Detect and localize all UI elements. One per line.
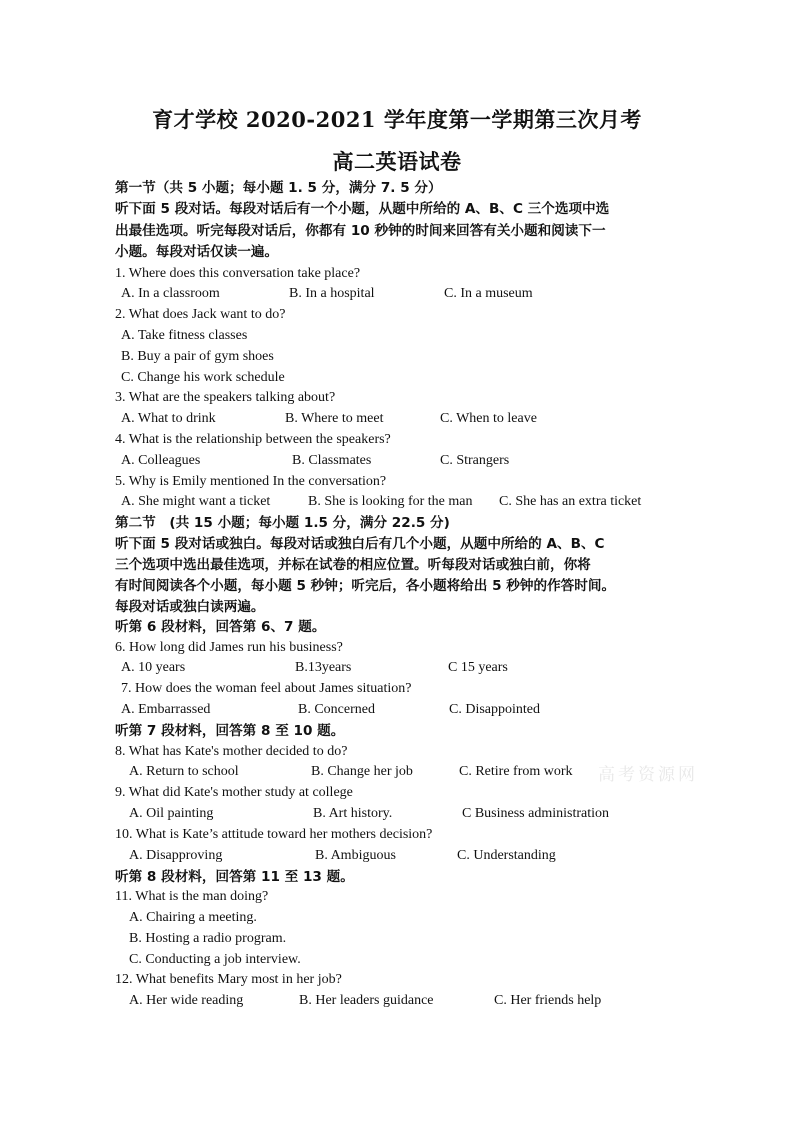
q9-option-c: C Business administration [462,806,609,821]
q7-option-b: B. Concerned [298,702,375,717]
q5-option-c: C. She has an extra ticket [499,494,642,509]
material-7-heading: 听第 7 段材料，回答第 8 至 10 题。 [115,723,345,739]
q1-option-a: A. In a classroom [121,286,220,301]
q2-option-a: A. Take fitness classes [121,328,248,343]
q9-option-b: B. Art history. [313,806,393,821]
section2-heading: 第二节 (共 15 小题；每小题 1.5 分，满分 22.5 分) [115,515,450,531]
q4-option-c: C. Strangers [440,453,510,468]
q10-option-b: B. Ambiguous [315,848,396,863]
q10-option-c: C. Understanding [457,848,556,863]
question-3: 3. What are the speakers talking about? [115,390,336,405]
q8-option-a: A. Return to school [129,764,239,779]
q7-option-a: A. Embarrassed [121,702,211,717]
question-12: 12. What benefits Mary most in her job? [115,972,342,987]
q3-option-c: C. When to leave [440,411,537,426]
q8-option-b: B. Change her job [311,764,413,779]
q11-option-c: C. Conducting a job interview. [129,952,301,967]
q10-option-a: A. Disapproving [129,848,223,863]
q12-option-a: A. Her wide reading [129,993,244,1008]
section1-instruction-line: 听下面 5 段对话。每段对话后有一个小题，从题中所给的 A、B、C 三个选项中选 [115,201,610,217]
question-6: 6. How long did James run his business? [115,640,343,655]
q5-option-b: B. She is looking for the man [308,494,473,509]
q2-option-b: B. Buy a pair of gym shoes [121,349,274,364]
q5-option-a: A. She might want a ticket [121,494,271,509]
question-10: 10. What is Kate’s attitude toward her mothers decision? [115,827,433,842]
q8-option-c: C. Retire from work [459,764,573,779]
section2-instruction-line: 有时间阅读各个小题，每小题 5 秒钟；听完后，各小题将给出 5 秒钟的作答时间。 [115,578,616,594]
q1-option-b: B. In a hospital [289,286,375,301]
section1-instruction-line: 出最佳选项。听完每段对话后，你都有 10 秒钟的时间来回答有关小题和阅读下一 [115,223,606,239]
question-5: 5. Why is Emily mentioned In the conversation? [115,474,387,489]
q6-option-b: B.13years [295,660,352,675]
section2-instruction-line: 听下面 5 段对话或独白。每段对话或独白后有几个小题，从题中所给的 A、B、C [115,536,605,552]
q3-option-b: B. Where to meet [285,411,384,426]
question-11: 11. What is the man doing? [115,889,269,904]
q4-option-a: A. Colleagues [121,453,201,468]
q9-option-a: A. Oil painting [129,806,214,821]
material-6-heading: 听第 6 段材料，回答第 6、7 题。 [115,619,326,635]
question-1: 1. Where does this conversation take place? [115,266,361,281]
q11-option-b: B. Hosting a radio program. [129,931,287,946]
q2-option-c: C. Change his work schedule [121,370,285,385]
section1-heading: 第一节（共 5 小题；每小题 1. 5 分，满分 7. 5 分） [115,180,442,196]
q6-option-c: C 15 years [448,660,508,675]
question-4: 4. What is the relationship between the speakers? [115,432,391,447]
section1-instruction-line: 小题。每段对话仅读一遍。 [115,244,279,260]
q7-option-c: C. Disappointed [449,702,540,717]
exam-subtitle: 高二英语试卷 [332,149,462,174]
q3-option-a: A. What to drink [121,411,216,426]
q6-option-a: A. 10 years [121,660,186,675]
q12-option-c: C. Her friends help [494,993,602,1008]
q12-option-b: B. Her leaders guidance [299,993,434,1008]
q11-option-a: A. Chairing a meeting. [129,910,257,925]
q4-option-b: B. Classmates [292,453,372,468]
question-7: 7. How does the woman feel about James situation? [121,681,412,696]
q1-option-c: C. In a museum [444,286,533,301]
section2-instruction-line: 每段对话或独白读两遍。 [115,599,265,615]
material-8-heading: 听第 8 段材料，回答第 11 至 13 题。 [115,869,354,885]
watermark: 高考资源网 [598,765,698,785]
question-8: 8. What has Kate's mother decided to do? [115,744,348,759]
exam-title: 育才学校 2020-2021 学年度第一学期第三次月考 [152,107,642,132]
section2-instruction-line: 三个选项中选出最佳选项，并标在试卷的相应位置。听每段对话或独白前，你将 [115,557,591,573]
question-9: 9. What did Kate's mother study at college [115,785,353,800]
question-2: 2. What does Jack want to do? [115,307,286,322]
